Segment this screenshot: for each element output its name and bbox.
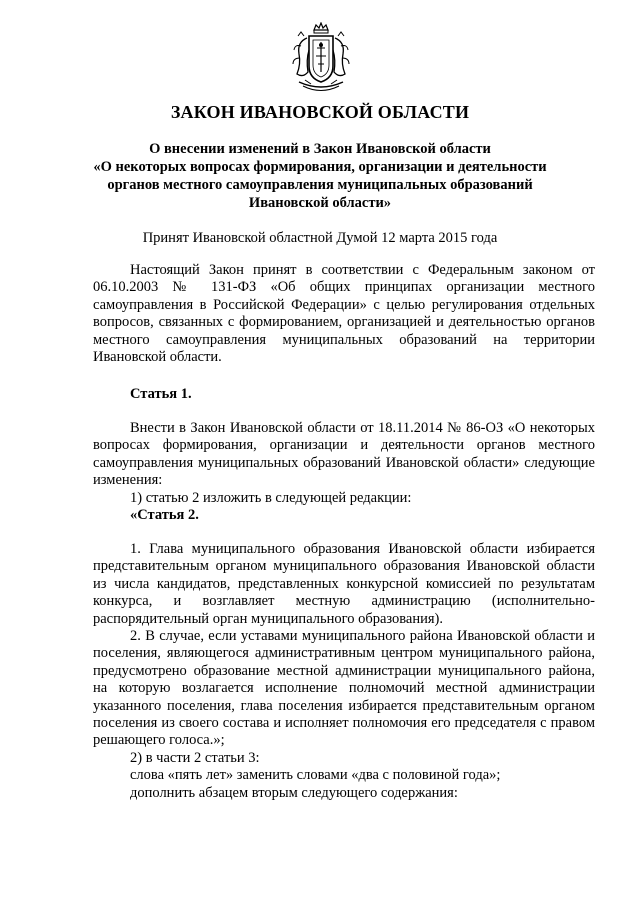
coat-of-arms-emblem — [289, 22, 353, 96]
clause-2-block — [93, 628, 595, 750]
subtitle-line: органов местного самоуправления муниципальных образований — [107, 177, 533, 193]
amendment-item-1: 1) статью 2 изложить в следующей редакции: — [130, 490, 412, 506]
clause-1-block — [93, 541, 595, 628]
document-subtitle — [40, 140, 600, 212]
quoted-article-heading: «Статья 2. — [130, 507, 199, 523]
subtitle-line: Ивановской области» — [248, 195, 392, 211]
amendment-item-2-line-1: слова «пять лет» заменить словами «два с половиной года»; — [130, 767, 501, 783]
clause-2: 2. В случае, если уставами муниципального района Ивановской области и поселения, являющегося административным центром муниципального района, предусмотрено образование местной администрации муниципального района, на которую возлагается исполнение полномочий местной администрации указанного поселения, глава поселения избирается представительным органом поселения из своего состава и исполняет полномочия его председателя с правом решающего голоса.»; — [93, 628, 595, 749]
subtitle-line: О внесении изменений в Закон Ивановской области — [149, 141, 491, 157]
article-1-intro: Внести в Закон Ивановской области от 18.11.2014 № 86-ОЗ «О некоторых вопросах формирования, организации и деятельности органов местного самоуправления муниципальных образований Ивановской области» следующие изменения: — [93, 420, 595, 489]
amendment-item-2: 2) в части 2 статьи 3: — [130, 750, 260, 766]
adoption-note: Принят Ивановской областной Думой 12 марта 2015 года — [142, 230, 498, 246]
preamble-paragraph: Настоящий Закон принят в соответствии с Федеральным законом от 06.10.2003 № 131-ФЗ «Об общих принципах организации местного самоуправления в Российской Федерации» с целью регулирования отдельных вопросов, связанных с формированием, организацией и деятельностью органов местного самоуправления муниципальных образований на территории Ивановской области. — [93, 262, 595, 366]
document-title: ЗАКОН ИВАНОВСКОЙ ОБЛАСТИ — [170, 102, 470, 122]
clause-1: 1. Глава муниципального образования Ивановской области избирается представительным органом муниципального образования Ивановской области из числа кандидатов, представленных конкурсной комиссией по результатам конкурса, и возглавляет местную администрацию (исполнительно-распорядительный орган муниципального образования). — [93, 541, 595, 627]
amendment-item-2-line-2: дополнить абзацем вторым следующего содержания: — [130, 785, 458, 801]
subtitle-line: «О некоторых вопросах формирования, организации и деятельности — [93, 159, 547, 175]
article-1-heading: Статья 1. — [130, 386, 192, 402]
article-1-intro-block — [93, 420, 595, 490]
preamble-block — [93, 262, 595, 366]
